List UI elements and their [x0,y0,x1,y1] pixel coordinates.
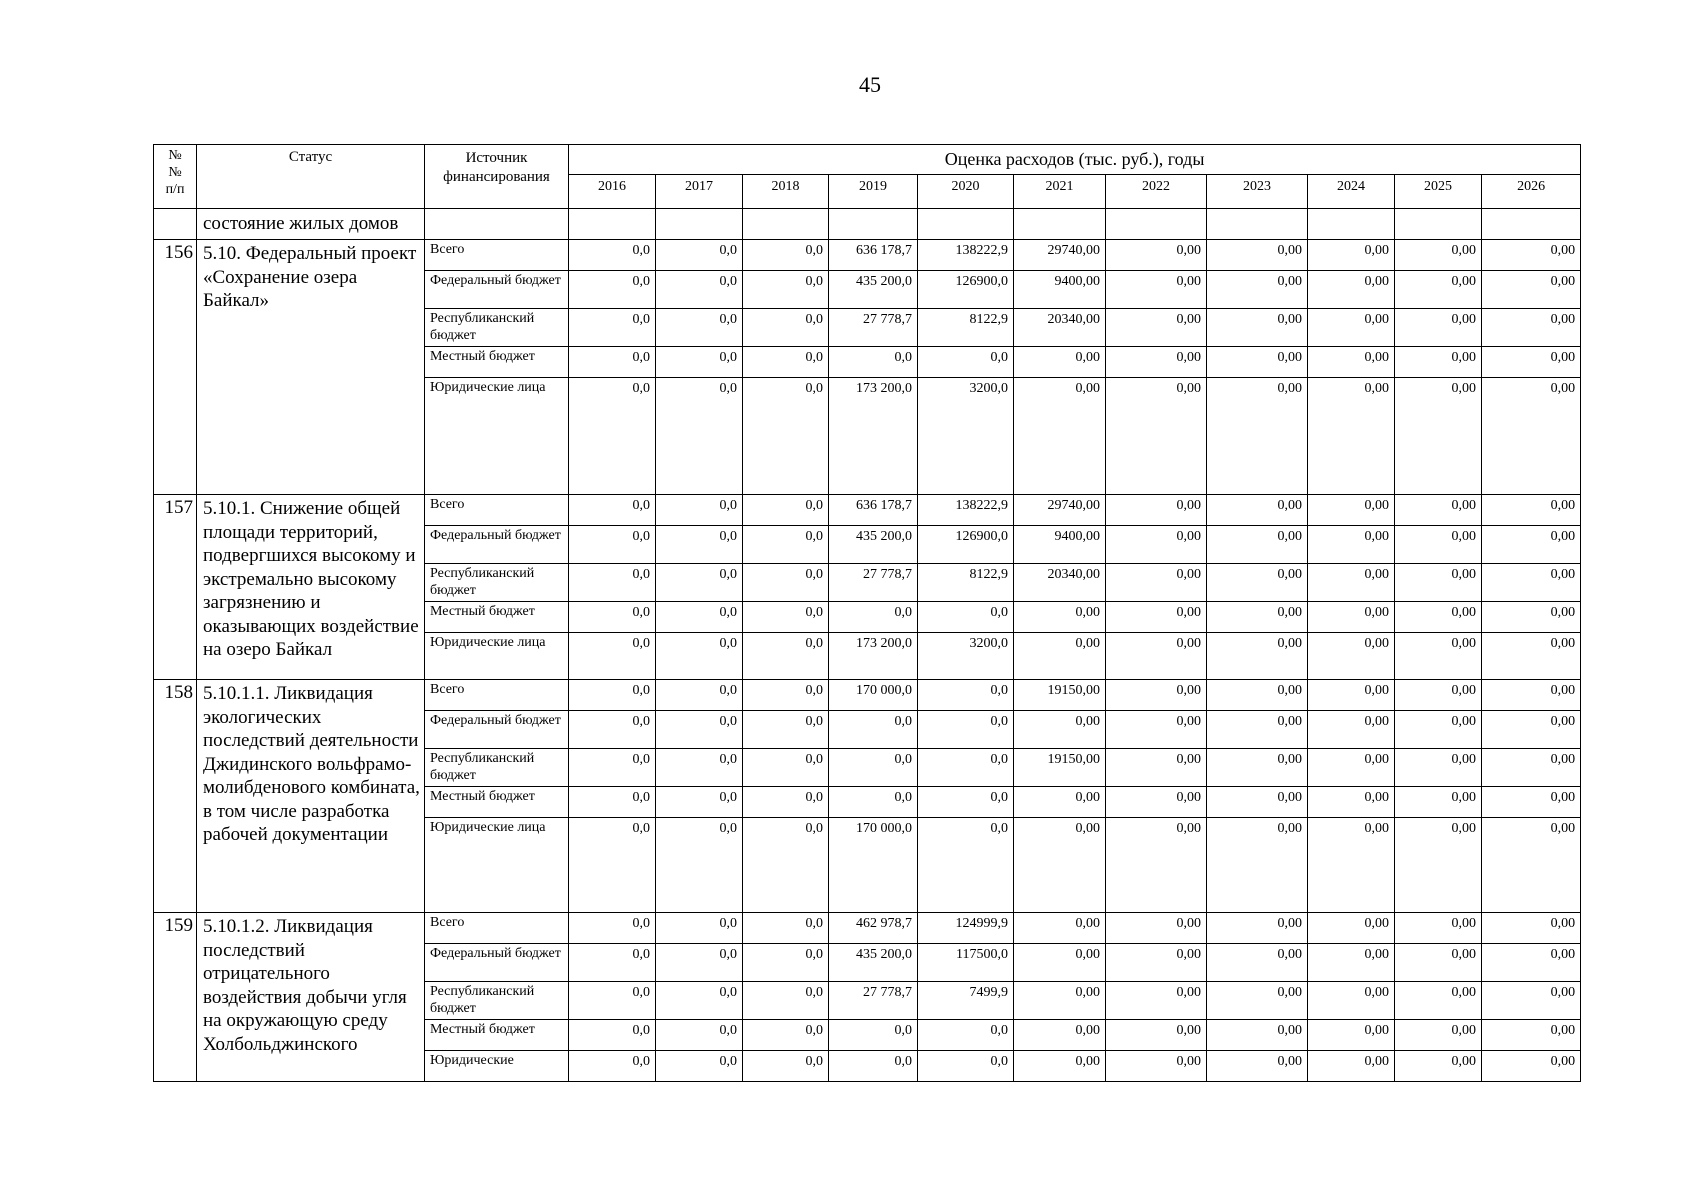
expense-value: 0,0 [656,787,743,818]
expense-value: 462 978,7 [829,913,918,944]
status-text: 5.10.1.1. Ликвидация экологических последствий деятельности Джидинского вольфрамо-молибденового комбината, в том числе разработка рабочей документации [197,680,425,913]
year-header: 2025 [1395,175,1482,209]
expense-value: 0,00 [1308,602,1395,633]
expense-value: 0,00 [1014,982,1106,1020]
expense-value: 0,0 [743,1051,829,1082]
expense-value: 0,0 [743,495,829,526]
expense-value: 0,00 [1106,602,1207,633]
expense-value: 0,0 [743,564,829,602]
table-row [154,680,1581,711]
expense-value: 27 778,7 [829,982,918,1020]
year-header: 2018 [743,175,829,209]
expense-value: 0,0 [829,347,918,378]
expense-value: 0,0 [743,982,829,1020]
year-header: 2016 [569,175,656,209]
expense-value: 138222,9 [918,240,1014,271]
expense-value: 126900,0 [918,526,1014,564]
expense-value: 0,00 [1395,309,1482,347]
expense-value: 0,0 [656,913,743,944]
funding-source: Местный бюджет [425,787,569,818]
expense-value: 0,0 [743,711,829,749]
expense-value: 173 200,0 [829,378,918,495]
expense-value: 0,00 [1482,633,1581,680]
expense-value: 0,00 [1106,787,1207,818]
expense-value: 0,0 [656,347,743,378]
expense-value: 3200,0 [918,378,1014,495]
expense-value: 0,00 [1395,982,1482,1020]
header-status: Статус [197,145,425,209]
expense-value: 20340,00 [1014,564,1106,602]
expense-value: 0,00 [1482,271,1581,309]
expense-value: 0,0 [743,944,829,982]
year-header: 2022 [1106,175,1207,209]
expense-value: 0,0 [918,347,1014,378]
expense-value: 0,0 [656,309,743,347]
expense-value: 0,0 [743,240,829,271]
expense-value: 0,0 [569,787,656,818]
expense-value: 8122,9 [918,309,1014,347]
expense-value: 0,00 [1308,526,1395,564]
continuation-status-text: состояние жилых домов [197,209,425,240]
expense-value: 435 200,0 [829,271,918,309]
funding-source: Юридические лица [425,378,569,495]
empty-cell [1106,209,1207,240]
expense-value: 0,00 [1308,633,1395,680]
empty-cell [569,209,656,240]
expense-value: 0,00 [1482,711,1581,749]
expense-value: 0,00 [1106,526,1207,564]
expense-value: 19150,00 [1014,680,1106,711]
expense-value: 0,0 [569,564,656,602]
expense-value: 0,0 [918,1020,1014,1051]
expense-value: 0,0 [743,309,829,347]
expense-value: 0,00 [1207,526,1308,564]
expense-value: 0,0 [656,602,743,633]
expense-value: 0,0 [656,982,743,1020]
expense-value: 0,00 [1308,240,1395,271]
expense-value: 9400,00 [1014,271,1106,309]
table-header-row [154,145,1581,175]
expense-value: 3200,0 [918,633,1014,680]
funding-source: Республиканский бюджет [425,982,569,1020]
expense-value: 0,00 [1482,818,1581,913]
funding-source: Республиканский бюджет [425,749,569,787]
expense-value: 0,00 [1395,240,1482,271]
expense-value: 0,00 [1482,240,1581,271]
expense-value: 0,0 [829,1020,918,1051]
expense-value: 0,00 [1014,913,1106,944]
expense-value: 0,00 [1106,495,1207,526]
expense-value: 0,00 [1395,680,1482,711]
expense-value: 0,0 [569,749,656,787]
expense-value: 0,0 [918,602,1014,633]
expense-value: 0,00 [1395,564,1482,602]
status-text: 5.10.1. Снижение общей площади территорий, подвергшихся высокому и экстремально высокому загрязнению и оказывающих воздействие на озеро Байкал [197,495,425,680]
expense-value: 0,00 [1395,818,1482,913]
expense-value: 0,00 [1395,749,1482,787]
expense-value: 0,00 [1106,378,1207,495]
expense-value: 0,00 [1014,711,1106,749]
expense-value: 0,0 [569,818,656,913]
expense-value: 0,00 [1207,749,1308,787]
expense-value: 0,0 [656,378,743,495]
funding-source: Республиканский бюджет [425,309,569,347]
expense-value: 0,00 [1482,495,1581,526]
header-num: № № п/п [154,145,197,209]
expense-value: 0,0 [656,711,743,749]
empty-cell [656,209,743,240]
expense-value: 0,0 [656,680,743,711]
expense-value: 0,0 [829,1051,918,1082]
expense-value: 0,0 [829,711,918,749]
budget-table [153,144,1581,1082]
expense-value: 0,0 [918,1051,1014,1082]
page-number: 45 [859,72,881,97]
expense-value: 0,0 [656,271,743,309]
expense-value: 0,00 [1207,564,1308,602]
expense-value: 0,0 [656,495,743,526]
empty-cell [1207,209,1308,240]
expense-value: 0,00 [1482,602,1581,633]
expense-value: 435 200,0 [829,944,918,982]
funding-source: Всего [425,240,569,271]
row-number: 156 [154,240,197,495]
expense-value: 0,00 [1207,240,1308,271]
expense-value: 0,00 [1308,749,1395,787]
expense-value: 27 778,7 [829,309,918,347]
expense-value: 0,00 [1106,1051,1207,1082]
expense-value: 0,0 [569,271,656,309]
expense-value: 0,00 [1308,982,1395,1020]
expense-value: 0,00 [1308,347,1395,378]
expense-value: 0,0 [569,526,656,564]
expense-value: 0,00 [1207,271,1308,309]
expense-value: 0,00 [1207,711,1308,749]
expense-value: 0,00 [1308,1020,1395,1051]
funding-source: Юридические [425,1051,569,1082]
expense-value: 0,0 [918,787,1014,818]
expense-value: 0,00 [1395,1051,1482,1082]
header-source: Источник финансирования [425,145,569,209]
expense-value: 0,00 [1482,347,1581,378]
expense-value: 0,00 [1207,787,1308,818]
expense-value: 636 178,7 [829,240,918,271]
expense-value: 0,0 [656,1020,743,1051]
expense-value: 0,00 [1014,944,1106,982]
expense-value: 0,0 [743,787,829,818]
expense-value: 0,0 [918,749,1014,787]
empty-cell [918,209,1014,240]
expense-value: 0,00 [1482,913,1581,944]
expense-value: 0,00 [1308,787,1395,818]
expense-value: 27 778,7 [829,564,918,602]
expense-value: 0,00 [1207,378,1308,495]
empty-cell [1308,209,1395,240]
expense-value: 0,00 [1106,633,1207,680]
expense-value: 0,0 [743,1020,829,1051]
expense-value: 0,00 [1482,1051,1581,1082]
expense-value: 0,00 [1395,347,1482,378]
expense-value: 0,0 [918,711,1014,749]
expense-value: 0,00 [1014,378,1106,495]
continuation-row [154,209,1581,240]
expense-value: 0,00 [1482,787,1581,818]
expense-value: 0,0 [829,749,918,787]
table-row [154,495,1581,526]
expense-value: 0,0 [743,913,829,944]
expense-value: 0,0 [569,982,656,1020]
expense-value: 0,0 [743,347,829,378]
expense-value: 0,00 [1395,378,1482,495]
expense-value: 0,0 [918,680,1014,711]
expense-value: 7499,9 [918,982,1014,1020]
expense-value: 0,00 [1395,1020,1482,1051]
expense-value: 29740,00 [1014,240,1106,271]
expense-value: 0,0 [656,818,743,913]
expense-value: 0,00 [1106,818,1207,913]
expense-value: 0,00 [1482,680,1581,711]
row-number: 159 [154,913,197,1082]
year-header: 2023 [1207,175,1308,209]
expense-value: 117500,0 [918,944,1014,982]
expense-value: 0,0 [656,526,743,564]
expense-value: 0,0 [569,680,656,711]
expense-value: 0,00 [1308,564,1395,602]
expense-value: 0,00 [1106,309,1207,347]
expense-value: 0,0 [569,495,656,526]
expense-value: 20340,00 [1014,309,1106,347]
expense-value: 0,0 [743,818,829,913]
expense-value: 636 178,7 [829,495,918,526]
funding-source: Всего [425,680,569,711]
expense-value: 0,0 [656,240,743,271]
expense-value: 0,0 [569,633,656,680]
expense-value: 0,00 [1308,818,1395,913]
expense-value: 0,0 [743,526,829,564]
expense-value: 0,00 [1482,749,1581,787]
expense-value: 0,0 [656,633,743,680]
expense-value: 0,0 [656,564,743,602]
empty-cell [1395,209,1482,240]
expense-value: 0,00 [1395,913,1482,944]
expense-value: 0,0 [743,271,829,309]
expense-value: 0,00 [1106,944,1207,982]
expense-value: 0,00 [1207,1051,1308,1082]
expense-value: 0,00 [1014,633,1106,680]
expense-value: 0,00 [1395,944,1482,982]
expense-value: 0,00 [1395,526,1482,564]
expense-value: 0,0 [918,818,1014,913]
expense-value: 0,0 [829,787,918,818]
expense-value: 0,00 [1207,1020,1308,1051]
funding-source: Всего [425,913,569,944]
expense-value: 0,0 [743,749,829,787]
expense-value: 0,0 [569,602,656,633]
year-header: 2024 [1308,175,1395,209]
funding-source: Всего [425,495,569,526]
expense-value: 0,00 [1207,944,1308,982]
empty-cell [743,209,829,240]
row-number: 158 [154,680,197,913]
expense-value: 0,00 [1106,982,1207,1020]
expense-value: 0,00 [1482,1020,1581,1051]
expense-value: 0,0 [569,378,656,495]
year-header: 2020 [918,175,1014,209]
year-header: 2019 [829,175,918,209]
expense-value: 173 200,0 [829,633,918,680]
expense-value: 0,00 [1207,982,1308,1020]
expense-value: 0,00 [1308,271,1395,309]
funding-source: Республиканский бюджет [425,564,569,602]
expense-value: 138222,9 [918,495,1014,526]
funding-source: Местный бюджет [425,602,569,633]
expense-value: 0,00 [1308,495,1395,526]
expense-value: 0,00 [1106,240,1207,271]
funding-source: Федеральный бюджет [425,526,569,564]
expense-value: 0,00 [1207,495,1308,526]
expense-value: 0,0 [569,240,656,271]
expense-value: 0,00 [1207,818,1308,913]
expense-value: 170 000,0 [829,818,918,913]
status-text: 5.10.1.2. Ликвидация последствий отрицательного воздействия добычи угля на окружающую среду Холбольджинского [197,913,425,1082]
expense-value: 0,0 [569,944,656,982]
expense-value: 9400,00 [1014,526,1106,564]
expense-value: 0,00 [1482,309,1581,347]
expense-value: 0,00 [1482,378,1581,495]
expense-value: 126900,0 [918,271,1014,309]
expense-value: 0,0 [569,347,656,378]
expense-value: 0,00 [1308,1051,1395,1082]
expense-value: 170 000,0 [829,680,918,711]
row-number: 157 [154,495,197,680]
continuation-source-cell [425,209,569,240]
expense-value: 0,00 [1207,309,1308,347]
expense-value: 0,00 [1395,711,1482,749]
continuation-num-cell [154,209,197,240]
expense-value: 0,00 [1308,309,1395,347]
expense-value: 29740,00 [1014,495,1106,526]
expense-value: 0,00 [1308,378,1395,495]
expense-value: 0,00 [1106,564,1207,602]
funding-source: Юридические лица [425,633,569,680]
funding-source: Юридические лица [425,818,569,913]
table-row [154,240,1581,271]
expense-value: 0,00 [1395,271,1482,309]
expense-value: 0,00 [1106,913,1207,944]
expense-value: 0,00 [1207,913,1308,944]
expense-value: 0,00 [1482,944,1581,982]
expense-value: 0,0 [829,602,918,633]
expense-value: 0,0 [656,1051,743,1082]
expense-value: 0,00 [1207,633,1308,680]
empty-cell [1482,209,1581,240]
expense-value: 0,00 [1014,818,1106,913]
expense-value: 0,00 [1482,526,1581,564]
year-header: 2017 [656,175,743,209]
funding-source: Местный бюджет [425,347,569,378]
expense-value: 0,00 [1106,347,1207,378]
year-header: 2026 [1482,175,1581,209]
expense-value: 124999,9 [918,913,1014,944]
expense-value: 0,00 [1014,602,1106,633]
funding-source: Федеральный бюджет [425,944,569,982]
expense-value: 0,0 [743,378,829,495]
expense-value: 0,00 [1207,602,1308,633]
expense-value: 0,00 [1014,787,1106,818]
expense-value: 0,00 [1014,347,1106,378]
expense-value: 0,00 [1395,602,1482,633]
funding-source: Местный бюджет [425,1020,569,1051]
table-row [154,913,1581,944]
expense-value: 0,00 [1014,1020,1106,1051]
expense-value: 0,00 [1106,680,1207,711]
expense-value: 0,00 [1207,680,1308,711]
status-text: 5.10. Федеральный проект «Сохранение озера Байкал» [197,240,425,495]
expense-value: 0,00 [1308,944,1395,982]
expense-value: 0,0 [569,309,656,347]
expense-value: 0,0 [569,1051,656,1082]
expense-value: 0,00 [1395,495,1482,526]
expense-value: 0,00 [1106,271,1207,309]
expense-value: 0,0 [656,749,743,787]
expense-value: 19150,00 [1014,749,1106,787]
expense-value: 0,00 [1106,1020,1207,1051]
expense-value: 0,0 [569,711,656,749]
expense-value: 0,00 [1014,1051,1106,1082]
expense-value: 0,00 [1395,787,1482,818]
expense-value: 0,0 [743,633,829,680]
expense-value: 0,00 [1395,633,1482,680]
expense-value: 8122,9 [918,564,1014,602]
year-header: 2021 [1014,175,1106,209]
funding-source: Федеральный бюджет [425,271,569,309]
expense-value: 0,00 [1308,680,1395,711]
expense-value: 0,00 [1106,711,1207,749]
expense-value: 0,00 [1308,711,1395,749]
expense-value: 0,00 [1308,913,1395,944]
expense-value: 435 200,0 [829,526,918,564]
expense-value: 0,00 [1482,982,1581,1020]
empty-cell [1014,209,1106,240]
expense-value: 0,00 [1207,347,1308,378]
expense-value: 0,00 [1106,749,1207,787]
expense-value: 0,00 [1482,564,1581,602]
expense-value: 0,0 [569,1020,656,1051]
funding-source: Федеральный бюджет [425,711,569,749]
expense-value: 0,0 [743,680,829,711]
expense-value: 0,0 [569,913,656,944]
empty-cell [829,209,918,240]
expense-value: 0,0 [656,944,743,982]
header-expense-estimate: Оценка расходов (тыс. руб.), годы [569,145,1581,175]
expense-value: 0,0 [743,602,829,633]
